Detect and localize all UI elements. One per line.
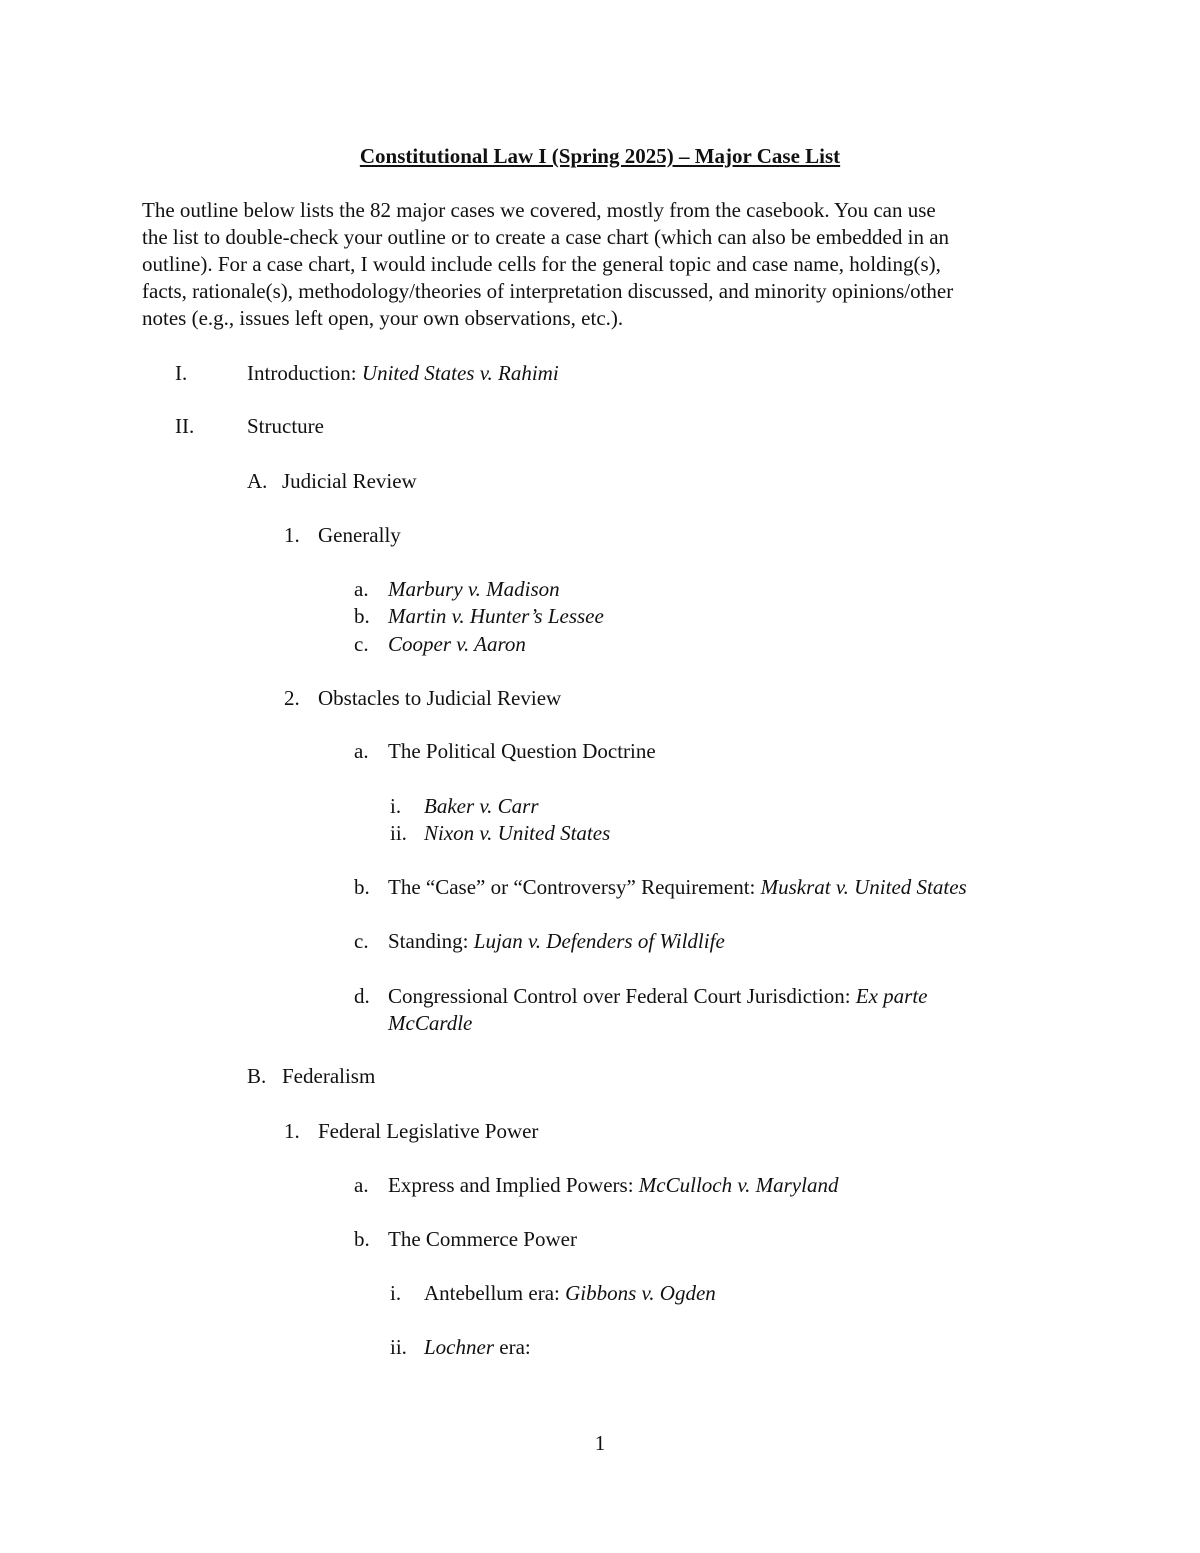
outline-item-judicial-review: Judicial Review	[282, 469, 417, 493]
outline-item-antebellum: Antebellum era: Gibbons v. Ogden	[424, 1281, 716, 1305]
intro-line: notes (e.g., issues left open, your own observations, etc.).	[142, 306, 624, 330]
outline-item-standing: Standing: Lujan v. Defenders of Wildlife	[388, 929, 725, 953]
outline-label-A2d: d.	[354, 984, 370, 1008]
document-title: Constitutional Law I (Spring 2025) – Major Case List	[359, 144, 841, 168]
outline-label-B: B.	[247, 1064, 267, 1088]
intro-line: the list to double-check your outline or to create a case chart (which can also be embedded in an	[142, 225, 950, 249]
outline-label-A2ai: i.	[390, 794, 402, 818]
outline-label-A: A.	[247, 469, 268, 493]
outline-item-generally: Generally	[318, 523, 401, 547]
outline-label-A2c: c.	[354, 929, 369, 953]
outline-item-structure: Structure	[247, 414, 324, 438]
outline-item-commerce-power: The Commerce Power	[388, 1227, 577, 1251]
outline-item-case-controversy: The “Case” or “Controversy” Requirement: Muskrat v. United States	[388, 875, 967, 899]
outline-label-B1bii: ii.	[390, 1335, 407, 1359]
outline-label-A1c: c.	[354, 632, 369, 656]
case-name: Lochner	[424, 1335, 494, 1359]
case-name: McCulloch v. Maryland	[638, 1173, 839, 1197]
outline-item-obstacles: Obstacles to Judicial Review	[318, 686, 562, 710]
case-name-continued: McCardle	[388, 1011, 473, 1035]
outline-item-congressional-control: Congressional Control over Federal Court Jurisdiction: Ex parte	[388, 984, 928, 1008]
outline-item-federalism: Federalism	[282, 1064, 376, 1088]
outline-label-A1b: b.	[354, 604, 370, 628]
outline-item-political-question: The Political Question Doctrine	[388, 739, 656, 763]
outline-label-A2: 2.	[284, 686, 300, 710]
case-name: Ex parte	[855, 984, 928, 1008]
case-baker: Baker v. Carr	[424, 794, 539, 818]
outline-label-I: I.	[175, 361, 188, 385]
outline-item-federal-legislative-power: Federal Legislative Power	[318, 1119, 539, 1143]
outline-label-B1b: b.	[354, 1227, 370, 1251]
outline-label-A2a: a.	[354, 739, 369, 763]
case-martin: Martin v. Hunter’s Lessee	[388, 604, 604, 628]
intro-paragraph	[142, 197, 1062, 332]
intro-line: facts, rationale(s), methodology/theories of interpretation discussed, and minority opinions/other	[142, 279, 954, 303]
outline-label-A2b: b.	[354, 875, 370, 899]
intro-line: The outline below lists the 82 major cases we covered, mostly from the casebook. You can use	[142, 198, 936, 222]
page-number: 1	[594, 1431, 606, 1455]
outline-label-B1: 1.	[284, 1119, 300, 1143]
outline-label-B1bi: i.	[390, 1281, 402, 1305]
case-cooper: Cooper v. Aaron	[388, 632, 526, 656]
outline-item-introduction: Introduction: United States v. Rahimi	[247, 361, 559, 385]
outline-label-B1a: a.	[354, 1173, 369, 1197]
case-marbury: Marbury v. Madison	[388, 577, 560, 601]
outline-item-lochner-era: Lochner era:	[424, 1335, 531, 1359]
outline-label-II: II.	[175, 414, 195, 438]
case-name: Gibbons v. Ogden	[565, 1281, 716, 1305]
case-nixon: Nixon v. United States	[424, 821, 611, 845]
intro-line: outline). For a case chart, I would include cells for the general topic and case name, holding(s),	[142, 252, 941, 276]
case-name: Lujan v. Defenders of Wildlife	[473, 929, 725, 953]
outline-item-express-implied: Express and Implied Powers: McCulloch v. Maryland	[388, 1173, 839, 1197]
outline-label-A1: 1.	[284, 523, 300, 547]
case-name: United States v. Rahimi	[361, 361, 559, 385]
outline-label-A1a: a.	[354, 577, 369, 601]
outline-label-A2aii: ii.	[390, 821, 407, 845]
case-name: Muskrat v. United States	[760, 875, 967, 899]
